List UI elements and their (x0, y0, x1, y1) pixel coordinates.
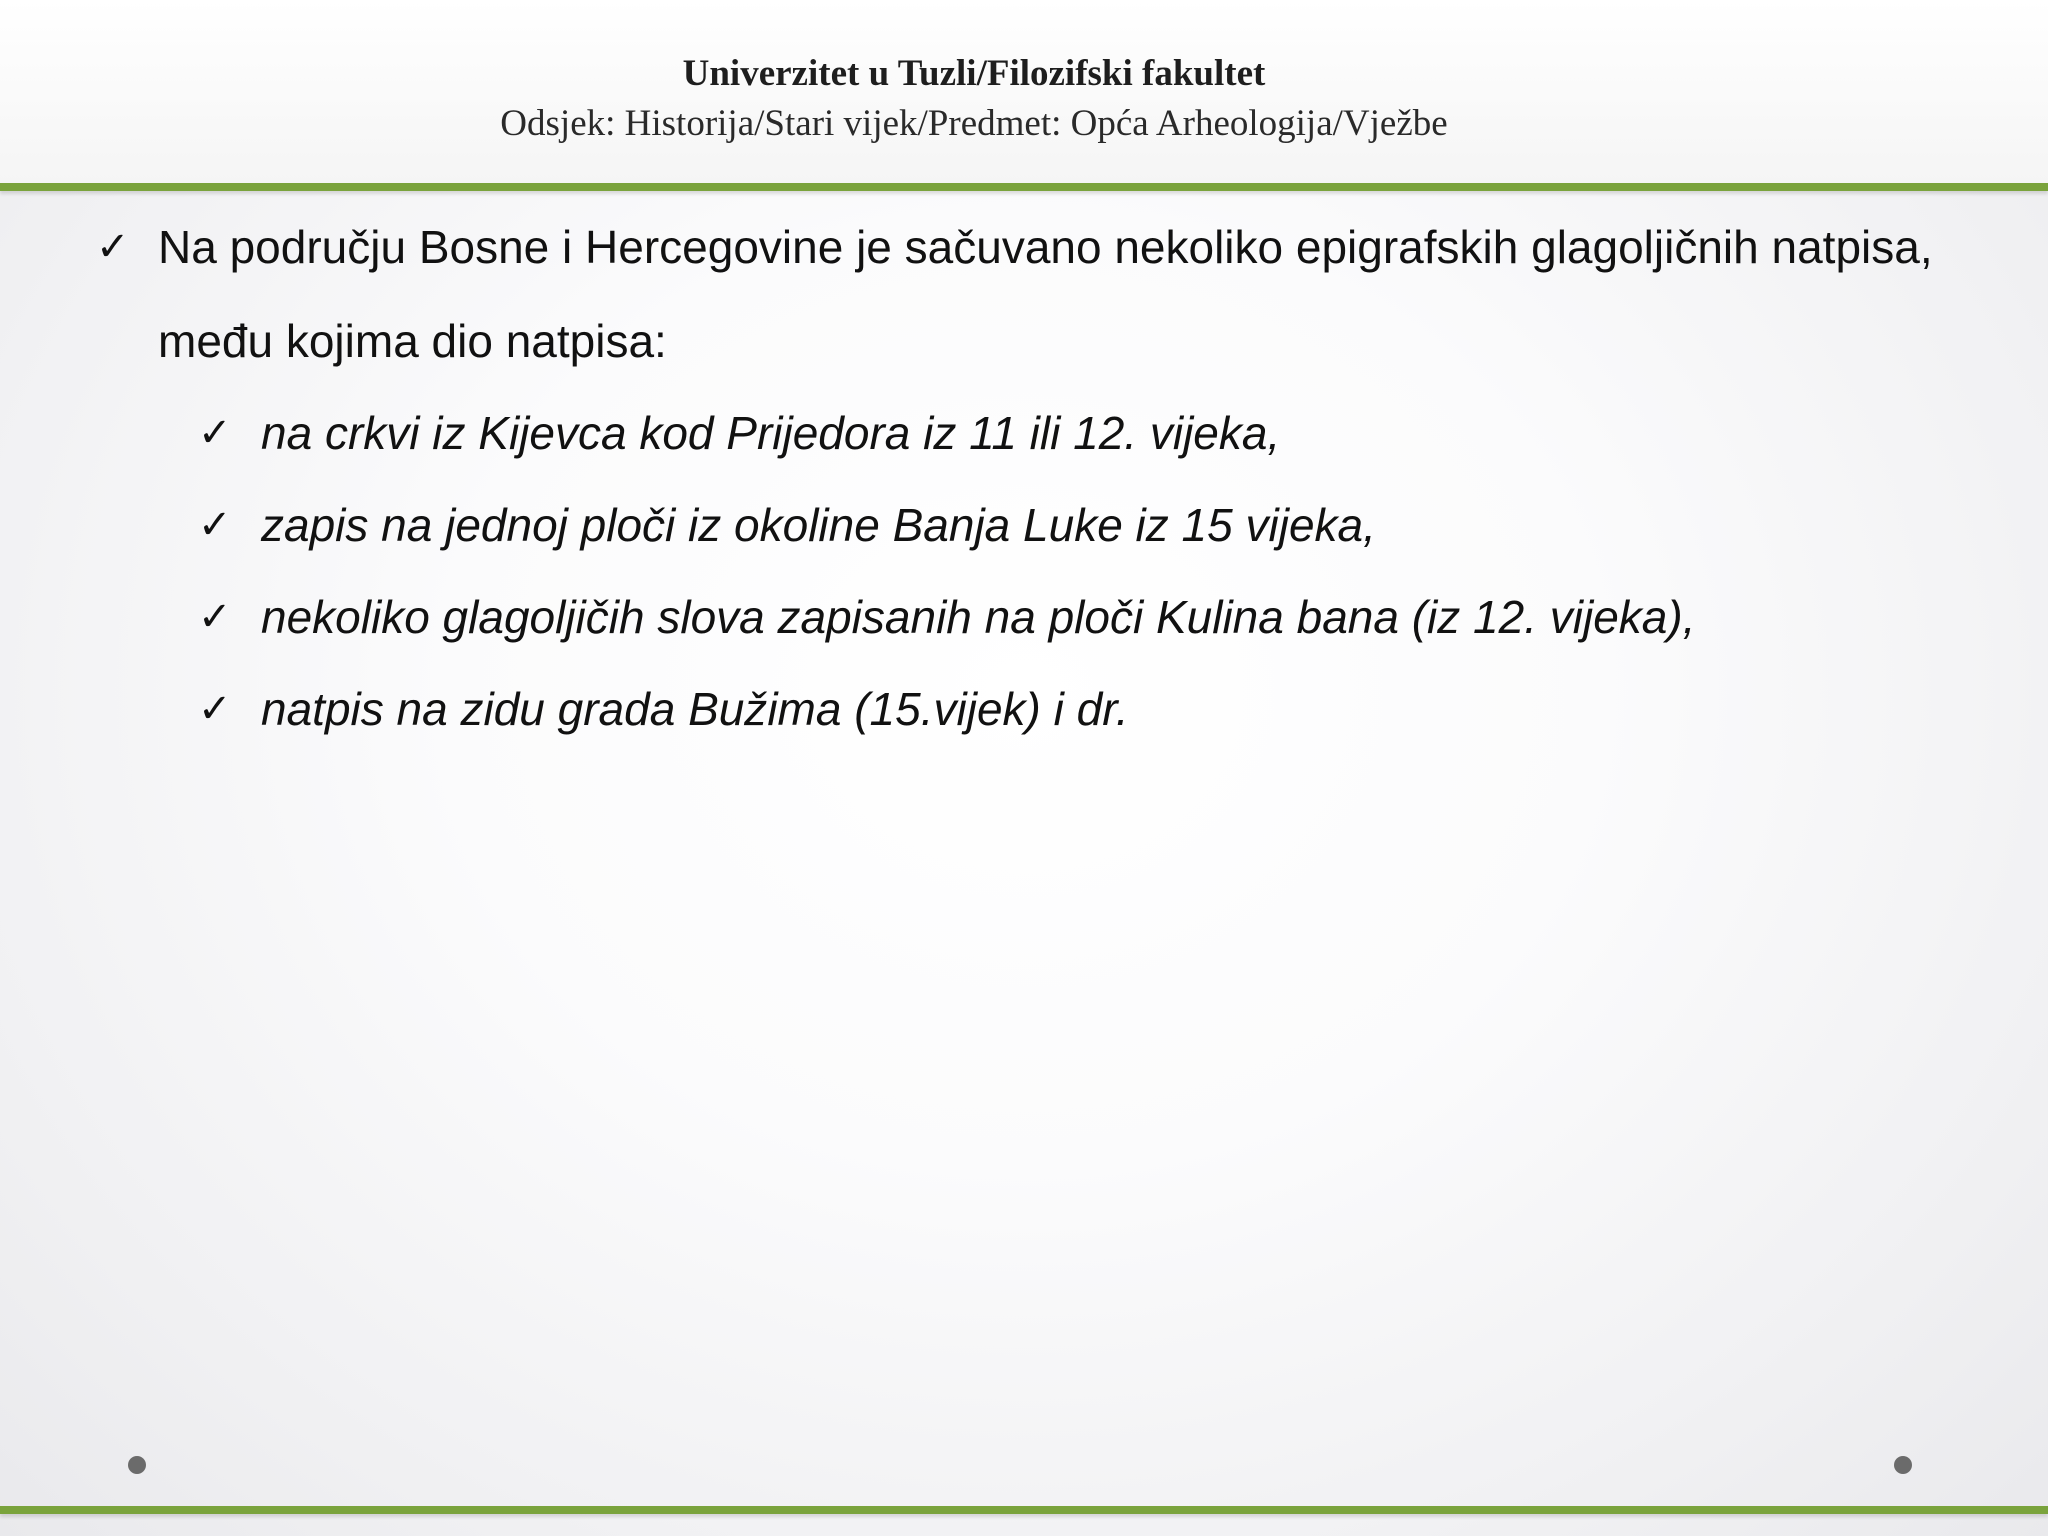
sub-bullet-text-3: nekoliko glagoljičih slova zapisanih na ploči Kulina bana (iz 12. vijeka), (261, 591, 1696, 643)
check-icon: ✓ (198, 502, 232, 548)
sub-bullet-text-2: zapis na jednoj ploči iz okoline Banja Luke iz 15 vijeka, (261, 499, 1376, 551)
check-icon: ✓ (198, 594, 232, 640)
check-icon: ✓ (96, 224, 130, 270)
check-icon: ✓ (198, 686, 232, 732)
main-bullet-text: Na području Bosne i Hercegovine je sačuvano nekoliko epigrafskih glagoljičnih natpisa, među kojima dio natpisa: (158, 221, 1933, 367)
sub-bullet-text-4: natpis na zidu grada Bužima (15.vijek) i dr. (261, 683, 1129, 735)
corner-dot-left (128, 1456, 146, 1474)
header-subtitle: Odsjek: Historija/Stari vijek/Predmet: Opća Arheologija/Vježbe (500, 103, 1448, 144)
corner-dot-right (1894, 1456, 1912, 1474)
check-icon: ✓ (198, 410, 232, 456)
bottom-divider (0, 1506, 2048, 1514)
sub-bullet-text-1: na crkvi iz Kijevca kod Prijedora iz 11 ili 12. vijeka, (261, 407, 1281, 459)
header-title: Univerzitet u Tuzli/Filozifski fakultet (682, 53, 1266, 94)
